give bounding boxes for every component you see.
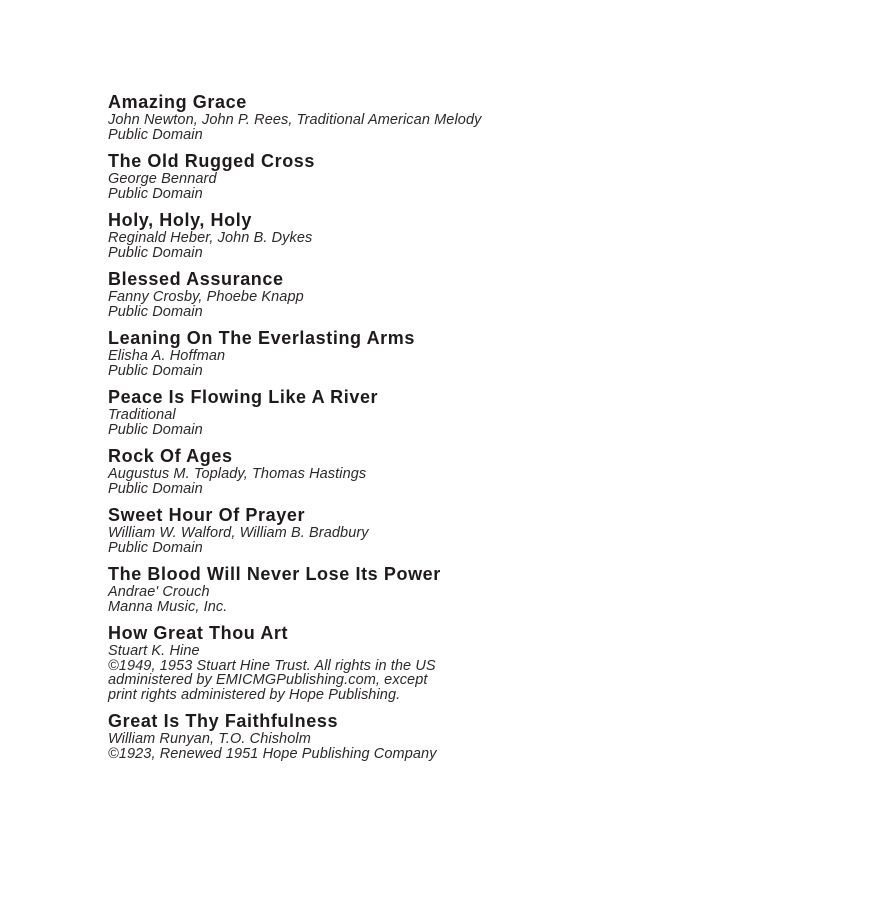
song-entry	[108, 712, 832, 761]
song-credit-line: ©1923, Renewed 1951 Hope Publishing Company	[108, 745, 437, 762]
song-credit-line: Public Domain	[108, 185, 203, 202]
song-credit-line: Public Domain	[108, 126, 203, 143]
song-credit-line: Public Domain	[108, 303, 203, 320]
song-authors: Reginald Heber, John B. Dykes	[108, 230, 313, 246]
song-entry	[108, 211, 832, 260]
song-entry	[108, 447, 832, 496]
song-title: The Blood Will Never Lose Its Power	[108, 564, 441, 584]
song-entry	[108, 624, 832, 702]
song-authors: William W. Walford, William B. Bradbury	[108, 525, 369, 541]
song-credit-line: print rights administered by Hope Publishing.	[108, 686, 401, 703]
song-entry	[108, 506, 832, 555]
song-credit-line: ©1949, 1953 Stuart Hine Trust. All rights in the US	[108, 657, 436, 674]
song-authors: George Bennard	[108, 171, 217, 187]
song-credit-line: Public Domain	[108, 480, 203, 497]
song-title: Blessed Assurance	[108, 269, 284, 289]
song-authors: Traditional	[108, 407, 176, 423]
song-list	[108, 93, 832, 761]
song-title: The Old Rugged Cross	[108, 151, 316, 171]
song-entry	[108, 565, 832, 614]
song-entry	[108, 329, 832, 378]
song-authors: Stuart K. Hine	[108, 643, 200, 659]
song-authors: Elisha A. Hoffman	[108, 348, 226, 364]
song-title: Sweet Hour Of Prayer	[108, 505, 306, 525]
song-credit-line: Public Domain	[108, 421, 203, 438]
song-authors: Andrae' Crouch	[108, 584, 210, 600]
song-entry	[108, 93, 832, 142]
song-title: Rock Of Ages	[108, 446, 233, 466]
song-entry	[108, 388, 832, 437]
song-credit-line: Manna Music, Inc.	[108, 598, 228, 615]
song-title: Peace Is Flowing Like A River	[108, 387, 379, 407]
song-authors: William Runyan, T.O. Chisholm	[108, 731, 311, 747]
song-entry	[108, 270, 832, 319]
song-title: Holy, Holy, Holy	[108, 210, 252, 230]
song-credit-line: Public Domain	[108, 244, 203, 261]
song-authors: Augustus M. Toplady, Thomas Hastings	[108, 466, 367, 482]
song-title: Amazing Grace	[108, 92, 247, 112]
song-entry	[108, 152, 832, 201]
song-title: How Great Thou Art	[108, 623, 289, 643]
song-authors: Fanny Crosby, Phoebe Knapp	[108, 289, 304, 305]
song-credit-line: Public Domain	[108, 539, 203, 556]
song-credit-line: Public Domain	[108, 362, 203, 379]
song-title: Leaning On The Everlasting Arms	[108, 328, 415, 348]
song-credit-line: administered by EMICMGPublishing.com, except	[108, 672, 428, 688]
song-title: Great Is Thy Faithfulness	[108, 711, 339, 731]
song-authors: John Newton, John P. Rees, Traditional American Melody	[108, 112, 482, 128]
